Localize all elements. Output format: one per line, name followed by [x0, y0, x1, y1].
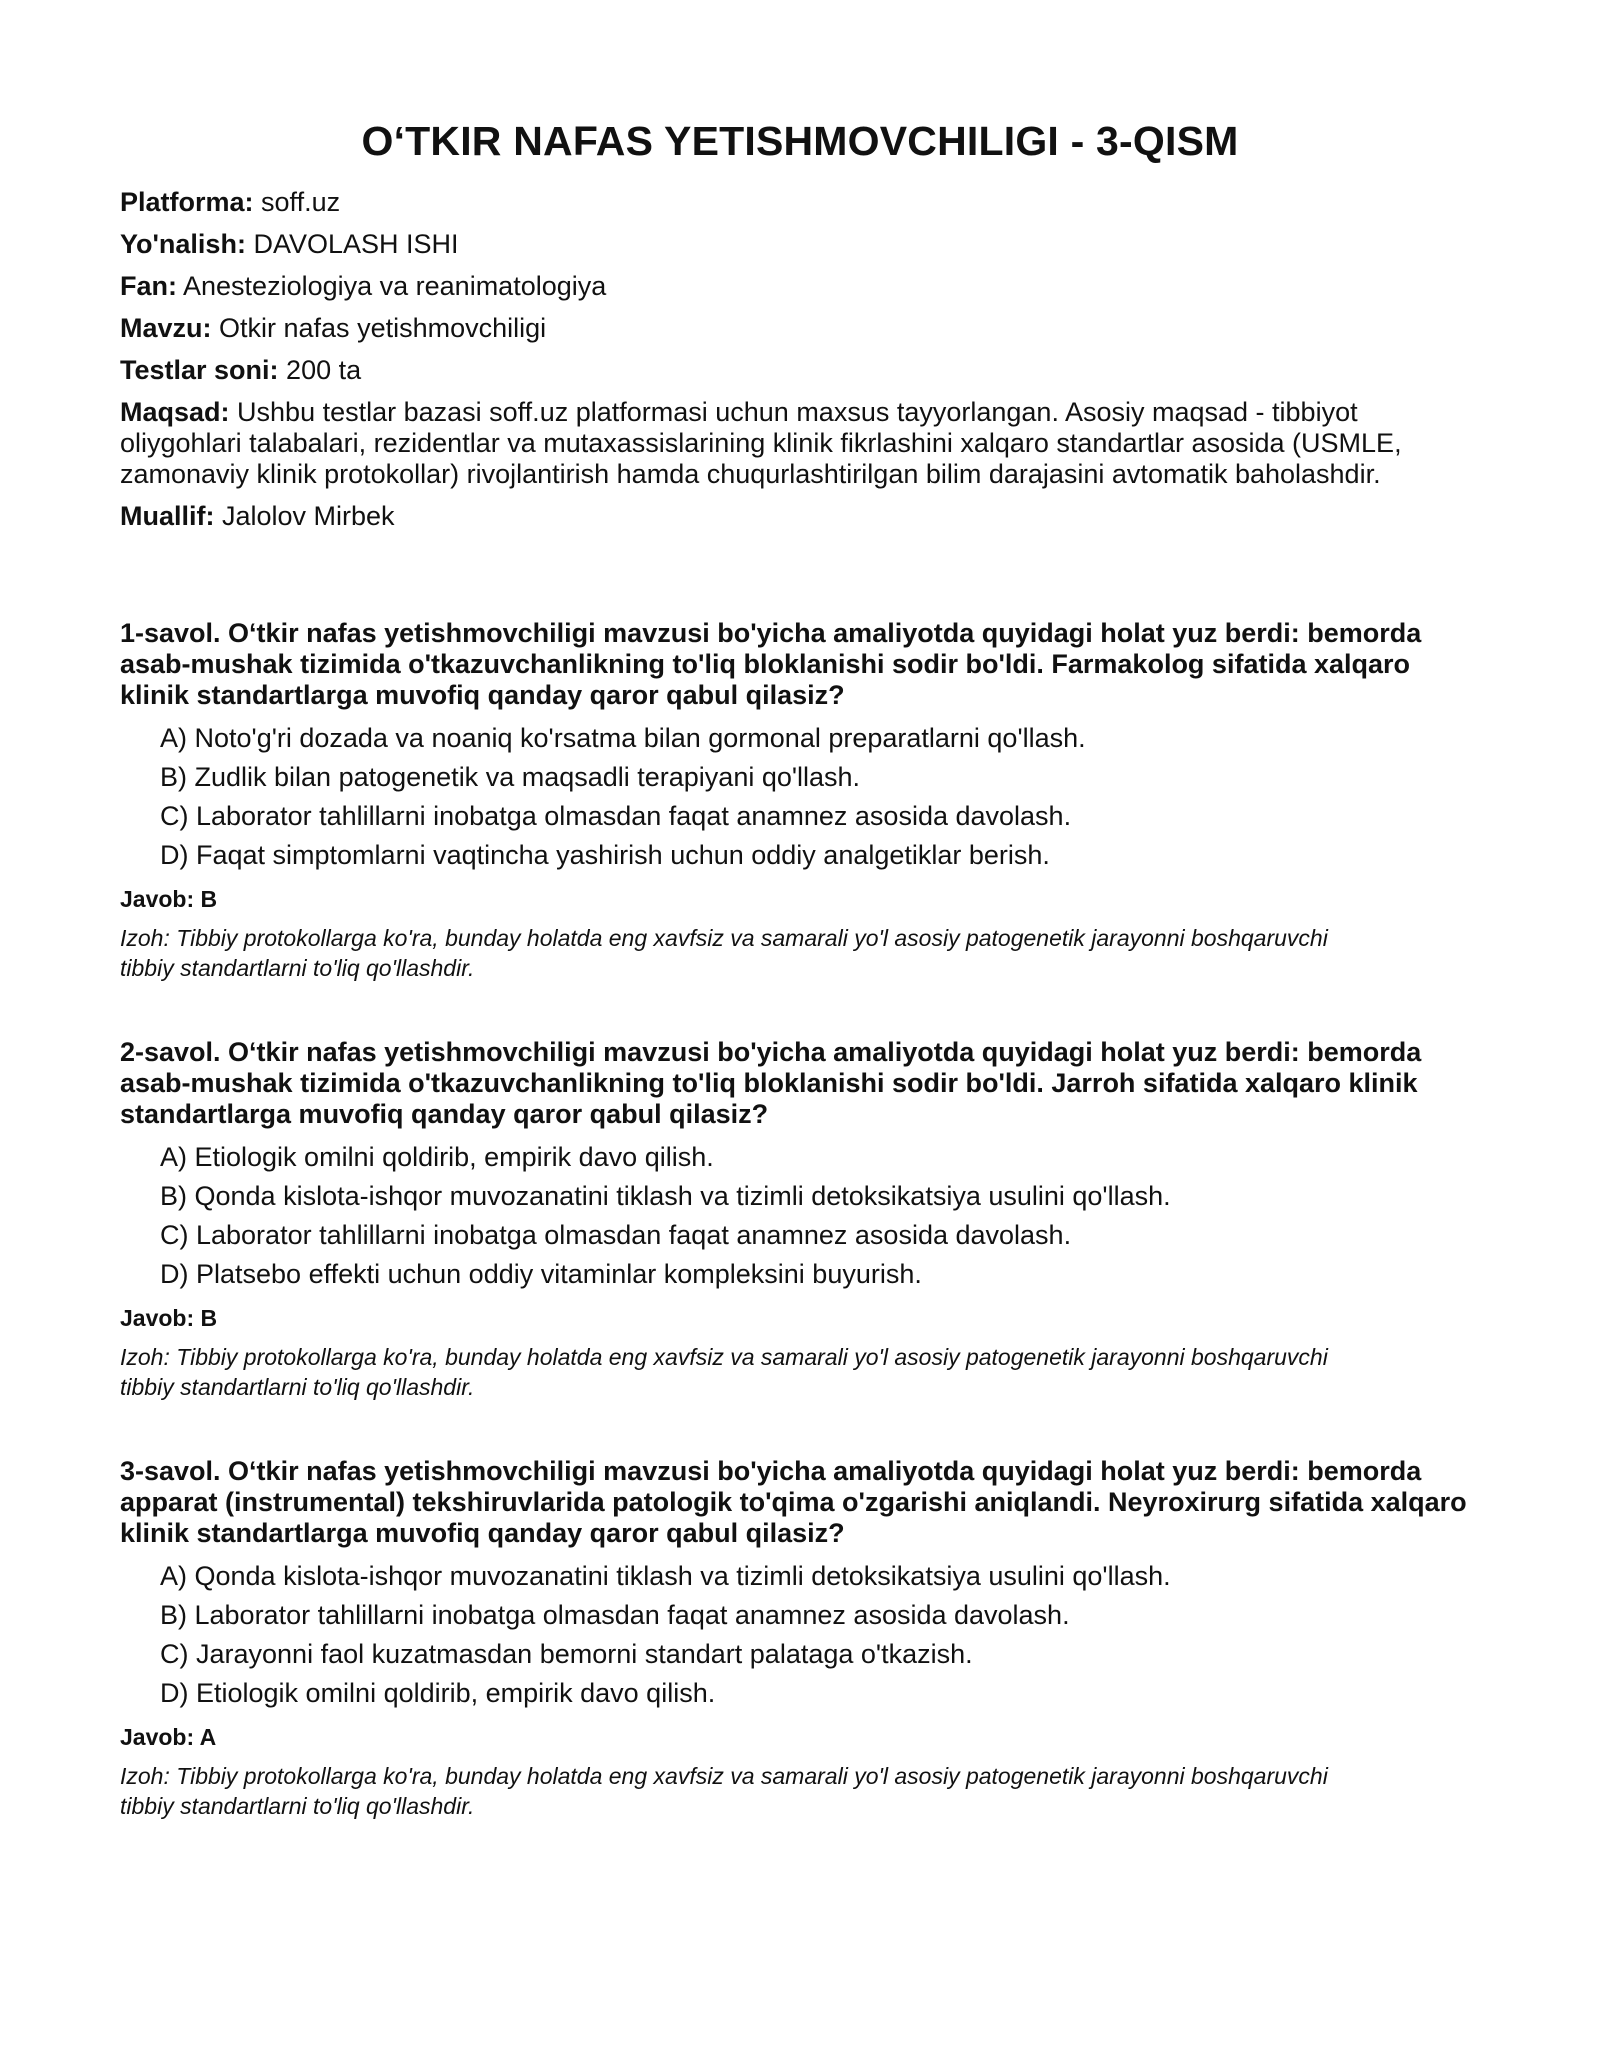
option-a: A) Etiologik omilni qoldirib, empirik davo qilish. — [160, 1142, 714, 1172]
options-list — [120, 723, 1480, 871]
explanation: Izoh: Tibbiy protokollarga ko'ra, bunday holatda eng xavfsiz va samarali yo'l asosiy patogenetik jarayonni boshqaruvchi tibbiy standartlarni to'liq qo'llashdir. — [120, 925, 1328, 981]
question-text: 3-savol. O‘tkir nafas yetishmovchiligi mavzusi bo'yicha amaliyotda quyidagi holat yuz berdi: bemorda apparat (instrumental) tekshiruvlarida patologik to'qima o'zgarishi aniqlandi. Neyroxirurg sifatida xalqaro klinik standartlarga muvofiq qanday qaror qabul qilasiz? — [120, 1456, 1467, 1548]
meta-key: Yo'nalish: — [120, 229, 246, 259]
meta-key: Mavzu: — [120, 313, 212, 343]
question-text: 1-savol. O‘tkir nafas yetishmovchiligi mavzusi bo'yicha amaliyotda quyidagi holat yuz berdi: bemorda asab-mushak tizimida o'tkazuvchanlikning to'liq bloklanishi sodir bo'ldi. Farmakolog sifatida xalqaro klinik standartlarga muvofiq qanday qaror qabul qilasiz? — [120, 618, 1422, 710]
option-b: B) Laborator tahlillarni inobatga olmasdan faqat anamnez asosida davolash. — [160, 1600, 1070, 1630]
option-c: C) Jarayonni faol kuzatmasdan bemorni standart palataga o'tkazish. — [160, 1639, 973, 1669]
options-list — [120, 1561, 1480, 1709]
meta-value: Anesteziologiya va reanimatologiya — [177, 271, 607, 301]
option-a: A) Noto'g'ri dozada va noaniq ko'rsatma bilan gormonal preparatlarni qo'llash. — [160, 723, 1086, 753]
meta-direction — [120, 229, 1480, 260]
answer: Javob: A — [120, 1724, 217, 1750]
meta-purpose — [120, 397, 1480, 490]
meta-key: Muallif: — [120, 501, 215, 531]
meta-value: DAVOLASH ISHI — [245, 229, 459, 259]
option-d: D) Platsebo effekti uchun oddiy vitaminlar kompleksini buyurish. — [160, 1259, 922, 1289]
option-b: B) Qonda kislota-ishqor muvozanatini tiklash va tizimli detoksikatsiya usulini qo'llash. — [160, 1181, 1171, 1211]
meta-platform — [120, 187, 1480, 218]
option-c: C) Laborator tahlillarni inobatga olmasdan faqat anamnez asosida davolash. — [160, 1220, 1072, 1250]
meta-value: Jalolov Mirbek — [214, 501, 395, 531]
explanation: Izoh: Tibbiy protokollarga ko'ra, bunday holatda eng xavfsiz va samarali yo'l asosiy patogenetik jarayonni boshqaruvchi tibbiy standartlarni to'liq qo'llashdir. — [120, 1344, 1328, 1400]
meta-key: Testlar soni: — [120, 355, 279, 385]
answer: Javob: B — [120, 1305, 218, 1331]
question-text: 2-savol. O‘tkir nafas yetishmovchiligi mavzusi bo'yicha amaliyotda quyidagi holat yuz berdi: bemorda asab-mushak tizimida o'tkazuvchanlikning to'liq bloklanishi sodir bo'ldi. Jarroh sifatida xalqaro klinik standartlarga muvofiq qanday qaror qabul qilasiz? — [120, 1037, 1422, 1129]
option-a: A) Qonda kislota-ishqor muvozanatini tiklash va tizimli detoksikatsiya usulini qo'llash. — [160, 1561, 1171, 1591]
question-block — [120, 618, 1480, 983]
question-block — [120, 1456, 1480, 1821]
option-d: D) Faqat simptomlarni vaqtincha yashirish uchun oddiy analgetiklar berish. — [160, 840, 1050, 870]
meta-test-count — [120, 355, 1480, 386]
meta-topic — [120, 313, 1480, 344]
meta-value: 200 ta — [278, 355, 362, 385]
meta-subject — [120, 271, 1480, 302]
meta-key: Fan: — [120, 271, 177, 301]
option-c: C) Laborator tahlillarni inobatga olmasdan faqat anamnez asosida davolash. — [160, 801, 1072, 831]
options-list — [120, 1142, 1480, 1290]
option-b: B) Zudlik bilan patogenetik va maqsadli terapiyani qo'llash. — [160, 762, 861, 792]
meta-value: Otkir nafas yetishmovchiligi — [211, 313, 547, 343]
metadata-block — [120, 187, 1480, 532]
meta-author — [120, 501, 1480, 532]
option-d: D) Etiologik omilni qoldirib, empirik davo qilish. — [160, 1678, 716, 1708]
question-block — [120, 1037, 1480, 1402]
document-title: O‘TKIR NAFAS YETISHMOVCHILIGI - 3-QISM — [361, 118, 1239, 164]
meta-value: Ushbu testlar bazasi soff.uz platformasi uchun maxsus tayyorlangan. Asosiy maqsad - tibbiyot oliygohlari talabalari, rezidentlar va mutaxassislarining klinik fikrlashini xalqaro standartlar asosida (USMLE, zamonaviy klinik protokollar) rivojlantirish hamda chuqurlashtirilgan bilim darajasini avtomatik baholashdir. — [120, 397, 1402, 489]
meta-key: Maqsad: — [120, 397, 230, 427]
meta-value: soff.uz — [253, 187, 341, 217]
answer: Javob: B — [120, 886, 218, 912]
meta-key: Platforma: — [120, 187, 254, 217]
explanation: Izoh: Tibbiy protokollarga ko'ra, bunday holatda eng xavfsiz va samarali yo'l asosiy patogenetik jarayonni boshqaruvchi tibbiy standartlarni to'liq qo'llashdir. — [120, 1763, 1328, 1819]
